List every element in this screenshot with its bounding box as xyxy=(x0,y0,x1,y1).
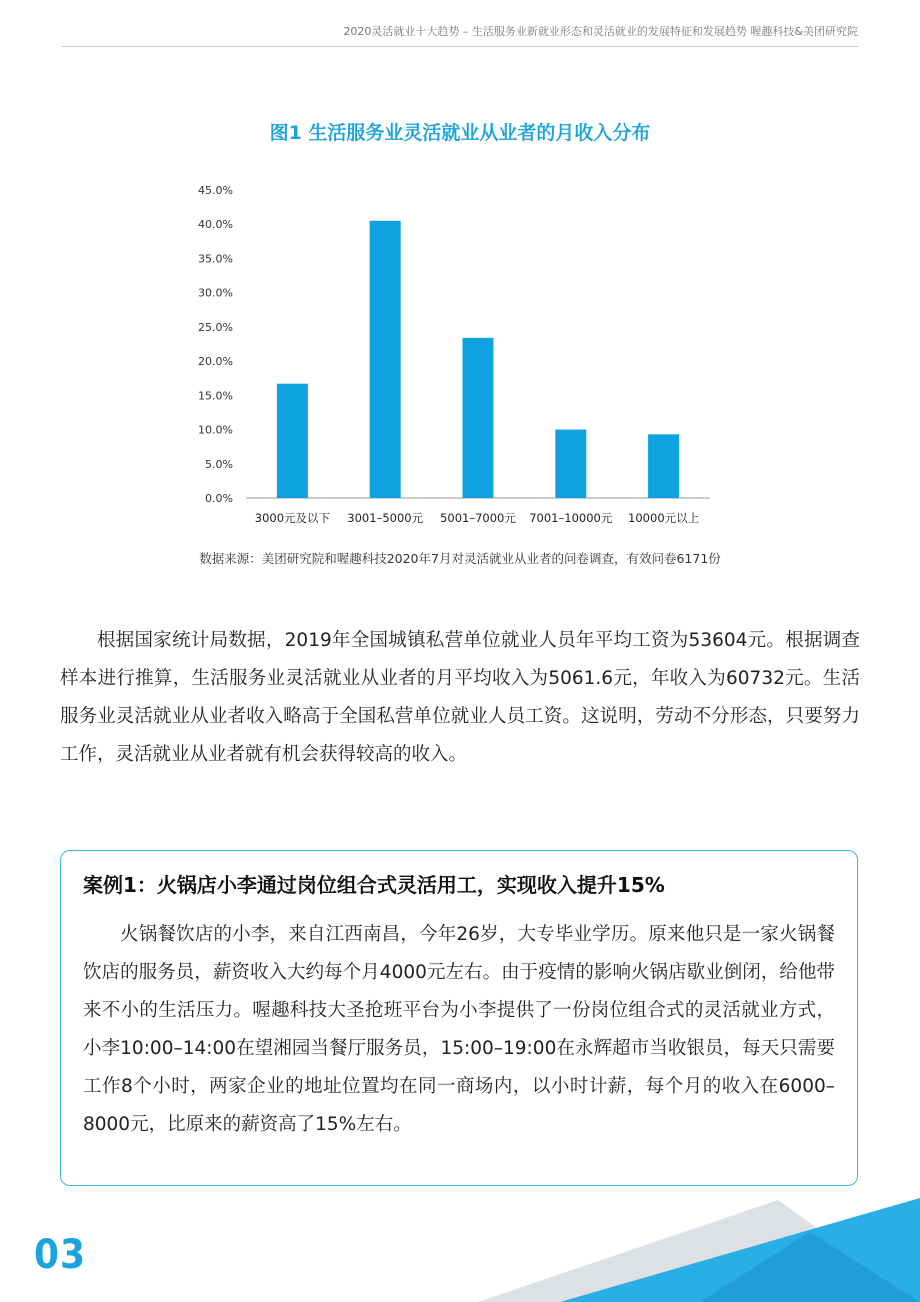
y-tick-label: 0.0% xyxy=(205,492,233,505)
y-tick-label: 25.0% xyxy=(198,320,233,334)
case-body: 火锅餐饮店的小李，来自江西南昌，今年26岁，大专毕业学历。原来他只是一家火锅餐饮店的服务员，薪资收入大约每个月4000元左右。由于疫情的影响火锅店歇业倒闭，给他带来不小的生活压力。喔趣科技大圣抢班平台为小李提供了一份岗位组合式的灵活就业方式，小李10:00–14:00在望湘园当餐厅服务员，15:00–19:00在永辉超市当收银员，每天只需要工作8个小时，两家企业的地址位置均在同一商场内，以小时计薪，每个月的收入在6000–8000元，比原来的薪资高了15%左右。 xyxy=(83,924,835,1135)
y-tick-label: 20.0% xyxy=(198,355,233,369)
x-tick-label: 5001–7000元 xyxy=(440,511,516,525)
figure-title: 图1 生活服务业灵活就业从业者的月收入分布 xyxy=(269,122,651,144)
x-tick-label: 3001–5000元 xyxy=(347,511,424,525)
page-number: 03 xyxy=(34,1232,87,1278)
x-tick-label: 10000元以上 xyxy=(628,511,700,525)
y-tick-label: 35.0% xyxy=(198,252,233,266)
y-tick-label: 15.0% xyxy=(198,389,233,403)
y-tick-label: 40.0% xyxy=(198,218,233,232)
y-tick-label: 10.0% xyxy=(198,423,233,437)
y-tick-label: 45.0% xyxy=(198,184,233,197)
y-tick-label: 5.0% xyxy=(205,457,233,471)
y-tick-label: 30.0% xyxy=(198,286,233,300)
figure-source: 数据来源：美团研究院和喔趣科技2020年7月对灵活就业从业者的问卷调查，有效问卷6171份 xyxy=(199,551,721,566)
body-paragraph: 根据国家统计局数据，2019年全国城镇私营单位就业人员年平均工资为53604元。根据调查样本进行推算，生活服务业灵活就业从业者的月平均收入为5061.6元，年收入为60732元。生活服务业灵活就业从业者收入略高于全国私营单位就业人员工资。这说明，劳动不分形态，只要努力工作，灵活就业从业者就有机会获得较高的收入。 xyxy=(60,630,860,765)
x-tick-label: 3000元及以下 xyxy=(254,511,331,525)
x-tick-label: 7001–10000元 xyxy=(529,511,613,525)
case-title: 案例1：火锅店小李通过岗位组合式灵活用工，实现收入提升15% xyxy=(83,873,665,897)
running-title: 2020灵活就业十大趋势 – 生活服务业新就业形态和灵活就业的发展特征和发展趋势 喔趣科技&美团研究院 xyxy=(343,25,858,38)
